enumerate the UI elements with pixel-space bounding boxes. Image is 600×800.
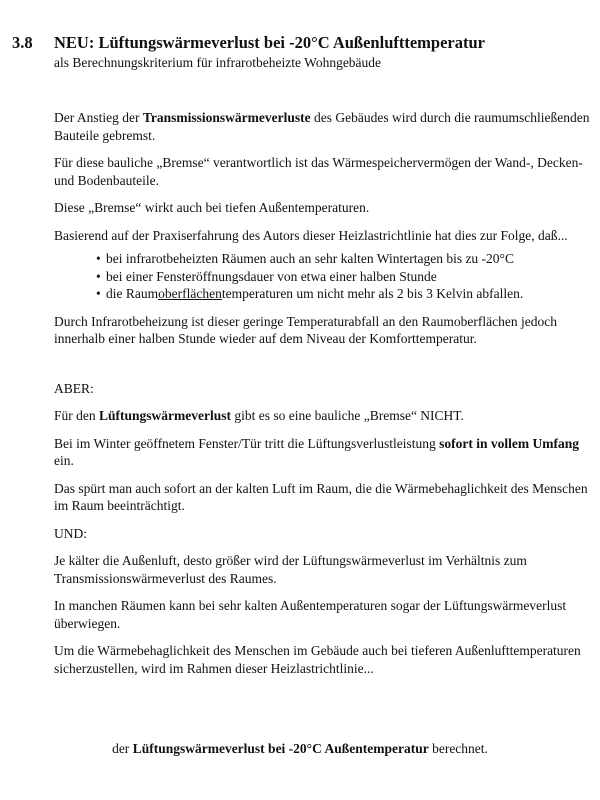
- bullet-icon: •: [96, 268, 101, 284]
- conclusion-line: [0, 741, 600, 757]
- list-item-text: die Raum: [106, 286, 159, 301]
- paragraph-text: gibt es so eine bauliche „Bremse“ NICHT.: [231, 408, 464, 423]
- list-item-text: bei einer Fensteröffnungsdauer von etwa einer halben Stunde: [106, 268, 437, 284]
- paragraph-infrared: Durch Infrarotbeheizung ist dieser geringe Temperaturabfall an den Raumoberflächen jedoch innerhalb einer halben Stunde wieder auf dem Niveau der Komforttemperatur.: [54, 313, 557, 346]
- list-item-text: temperaturen um nicht mehr als 2 bis 3 Kelvin abfallen.: [221, 286, 524, 301]
- section-subtitle: als Berechnungskriterium für infrarotbeheizte Wohngebäude: [54, 55, 382, 70]
- paragraph-outweigh: In manchen Räumen kann bei sehr kalten Außentemperaturen sogar der Lüftungswärmeverlust überwiegen.: [54, 598, 567, 631]
- paragraph-text: Der Anstieg der: [54, 110, 143, 125]
- paragraph-bremse: Für diese bauliche „Bremse“ verantwortlich ist das Wärmespeichervermögen der Wand-, Decken- und Bodenbauteile.: [54, 155, 583, 188]
- emphasis-text: Lüftungswärmeverlust bei -20°C Außentemperatur: [132, 741, 429, 756]
- section-title: NEU: Lüftungswärmeverlust bei -20°C Außenlufttemperatur: [54, 33, 485, 52]
- paragraph-experience: Basierend auf der Praxiserfahrung des Autors dieser Heizlastrichtlinie hat dies zur Folge, daß...: [54, 227, 568, 243]
- bullet-icon: •: [96, 251, 101, 266]
- section-heading: [12, 33, 485, 53]
- paragraph-cold-air: Das spürt man auch sofort an der kalten Luft im Raum, die die Wärmebehaglichkeit des Menschen im Raum beeinträchtigt.: [54, 480, 588, 513]
- underlined-text: oberflächen: [158, 286, 222, 301]
- bullet-icon: •: [96, 286, 101, 301]
- label-und: UND:: [54, 525, 87, 541]
- document-body: [54, 109, 594, 687]
- paragraph-open-window: [54, 435, 594, 470]
- section-number: 3.8: [12, 33, 33, 52]
- paragraph-text: Für den: [54, 408, 99, 423]
- list-item: [96, 268, 594, 286]
- paragraph-text: ein.: [54, 453, 74, 468]
- bullet-list: [96, 250, 594, 303]
- conclusion-text: berechnet.: [428, 741, 488, 756]
- emphasis-text: sofort in vollem Umfang: [439, 435, 579, 451]
- list-item-text: bei infrarotbeheizten Räumen auch an sehr kalten Wintertagen bis zu -20°C: [106, 251, 514, 266]
- label-aber: ABER:: [54, 380, 94, 396]
- paragraph-transmission: [54, 109, 594, 144]
- paragraph-guideline: Um die Wärmebehaglichkeit des Menschen im Gebäude auch bei tieferen Außenlufttemperaturen sicherzustellen, wird im Rahmen dieser Heizlastrichtlinie...: [54, 643, 581, 676]
- list-item: [96, 250, 594, 268]
- emphasis-text: Lüftungswärmeverlust: [99, 408, 231, 423]
- conclusion-text: der: [112, 741, 133, 756]
- emphasis-text: Transmissionswärmeverluste: [142, 110, 311, 125]
- paragraph-text: Bei im Winter geöffnetem Fenster/Tür tritt die Lüftungsverlustleistung: [54, 435, 440, 451]
- list-item: [96, 285, 594, 303]
- paragraph-text: des Gebäudes wird durch die raumumschließenden Bauteile gebremst.: [54, 110, 590, 143]
- paragraph-no-bremse: [54, 407, 594, 425]
- paragraph-ratio: Je kälter die Außenluft, desto größer wird der Lüftungswärmeverlust im Verhältnis zum Transmissionswärmeverlust des Raumes.: [54, 553, 527, 586]
- paragraph-low-temp: Diese „Bremse“ wirkt auch bei tiefen Außentemperaturen.: [54, 200, 370, 215]
